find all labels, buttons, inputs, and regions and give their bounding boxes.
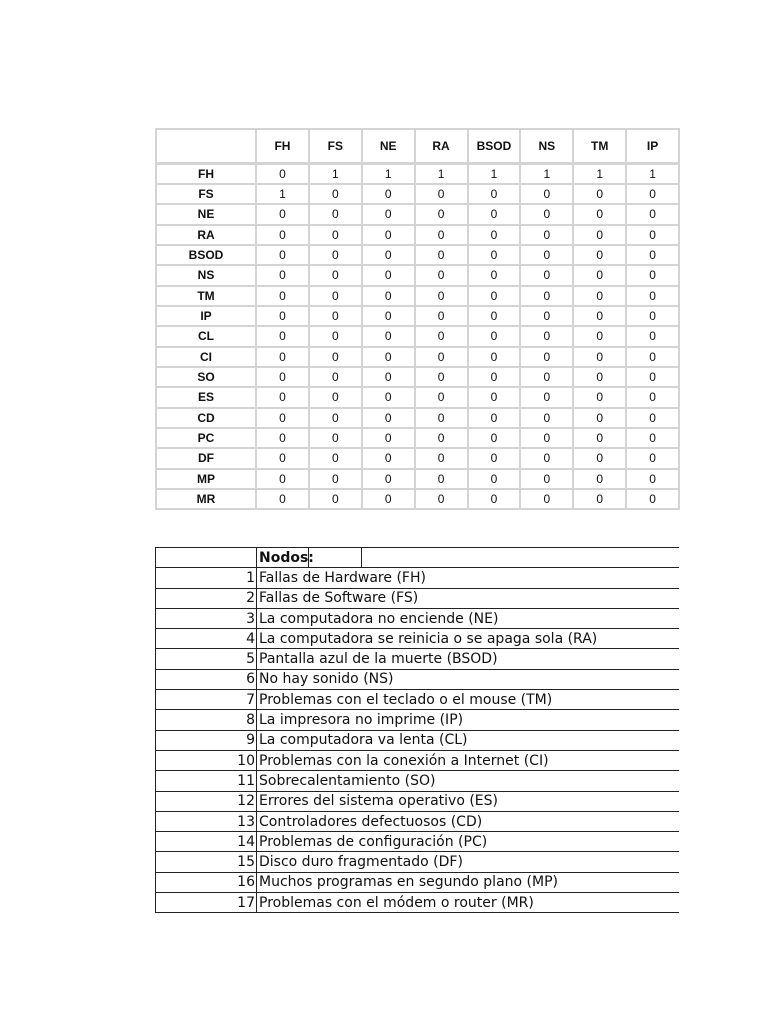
node-row <box>156 750 679 770</box>
matrix-cell: 0 <box>415 469 468 489</box>
matrix-row-header: NS <box>156 265 256 285</box>
matrix-cell: 1 <box>362 164 415 184</box>
matrix-cell: 0 <box>626 184 679 204</box>
matrix-cell: 0 <box>309 286 362 306</box>
node-number: 14 <box>156 832 257 852</box>
matrix-row <box>156 347 679 367</box>
matrix-row <box>156 286 679 306</box>
matrix-cell: 0 <box>573 489 626 509</box>
nodes-header-empty-cell <box>362 548 679 568</box>
node-number: 13 <box>156 811 257 831</box>
matrix-cell: 0 <box>309 448 362 468</box>
matrix-cell: 0 <box>309 489 362 509</box>
node-row <box>156 791 679 811</box>
matrix-row <box>156 387 679 407</box>
matrix-cell: 0 <box>520 286 573 306</box>
matrix-row <box>156 245 679 265</box>
matrix-cell: 0 <box>256 347 309 367</box>
matrix-cell: 1 <box>309 164 362 184</box>
matrix-row-header: RA <box>156 225 256 245</box>
matrix-header <box>156 129 679 164</box>
matrix-cell: 0 <box>520 387 573 407</box>
matrix-cell: 0 <box>573 225 626 245</box>
matrix-cell: 0 <box>520 326 573 346</box>
matrix-cell: 0 <box>626 469 679 489</box>
matrix-row <box>156 306 679 326</box>
matrix-column-header: FH <box>256 129 309 164</box>
matrix-row-header: MR <box>156 489 256 509</box>
matrix-cell: 0 <box>520 225 573 245</box>
matrix-cell: 1 <box>415 164 468 184</box>
matrix-cell: 0 <box>256 326 309 346</box>
matrix-cell: 0 <box>256 306 309 326</box>
node-number: 12 <box>156 791 257 811</box>
node-number: 3 <box>156 608 257 628</box>
matrix-row-header: CL <box>156 326 256 346</box>
matrix-row-header: NE <box>156 204 256 224</box>
matrix-cell: 0 <box>468 204 521 224</box>
node-description: Problemas con el teclado o el mouse (TM) <box>257 690 679 710</box>
matrix-cell: 0 <box>256 204 309 224</box>
matrix-cell: 0 <box>415 326 468 346</box>
matrix-cell: 0 <box>626 245 679 265</box>
node-number: 16 <box>156 872 257 892</box>
nodes-header-row <box>156 548 679 568</box>
node-row <box>156 811 679 831</box>
matrix-column-header: RA <box>415 129 468 164</box>
matrix-cell: 0 <box>520 184 573 204</box>
matrix-cell: 0 <box>309 428 362 448</box>
matrix-row-header: CI <box>156 347 256 367</box>
matrix-cell: 0 <box>415 408 468 428</box>
node-number: 6 <box>156 669 257 689</box>
node-description: No hay sonido (NS) <box>257 669 679 689</box>
matrix-cell: 0 <box>468 469 521 489</box>
matrix-row-header: FS <box>156 184 256 204</box>
matrix-column-header: IP <box>626 129 679 164</box>
node-row <box>156 608 679 628</box>
matrix-cell: 0 <box>309 326 362 346</box>
matrix-cell: 0 <box>626 428 679 448</box>
matrix-cell: 0 <box>309 204 362 224</box>
matrix-cell: 0 <box>626 265 679 285</box>
matrix-cell: 0 <box>573 408 626 428</box>
matrix-cell: 0 <box>415 184 468 204</box>
matrix-cell: 0 <box>362 265 415 285</box>
matrix-cell: 0 <box>520 408 573 428</box>
matrix-row <box>156 265 679 285</box>
matrix-cell: 0 <box>520 265 573 285</box>
matrix-cell: 0 <box>626 306 679 326</box>
matrix-cell: 0 <box>362 448 415 468</box>
matrix-cell: 0 <box>626 448 679 468</box>
matrix-cell: 0 <box>309 225 362 245</box>
matrix-cell: 0 <box>573 245 626 265</box>
node-description: La computadora se reinicia o se apaga sola (RA) <box>257 629 679 649</box>
matrix-cell: 0 <box>415 448 468 468</box>
matrix-cell: 0 <box>468 428 521 448</box>
node-description: Fallas de Hardware (FH) <box>257 568 679 588</box>
matrix-cell: 0 <box>362 428 415 448</box>
matrix-cell: 0 <box>573 306 626 326</box>
matrix-cell: 0 <box>309 408 362 428</box>
matrix-cell: 0 <box>256 164 309 184</box>
matrix-cell: 0 <box>626 286 679 306</box>
matrix-cell: 0 <box>362 469 415 489</box>
node-description: La impresora no imprime (IP) <box>257 710 679 730</box>
matrix-cell: 0 <box>573 286 626 306</box>
nodes-header-spacer-cell <box>309 548 362 568</box>
matrix-cell: 0 <box>626 408 679 428</box>
nodes-legend-table <box>155 547 679 913</box>
matrix-cell: 0 <box>468 184 521 204</box>
matrix-cell: 0 <box>520 347 573 367</box>
node-number: 15 <box>156 852 257 872</box>
matrix-cell: 0 <box>256 265 309 285</box>
matrix-cell: 0 <box>573 448 626 468</box>
matrix-cell: 0 <box>468 489 521 509</box>
matrix-cell: 0 <box>626 225 679 245</box>
matrix-row <box>156 184 679 204</box>
matrix-cell: 0 <box>256 245 309 265</box>
matrix-cell: 0 <box>573 469 626 489</box>
matrix-body <box>156 164 679 510</box>
node-number: 5 <box>156 649 257 669</box>
node-number: 4 <box>156 629 257 649</box>
node-row <box>156 730 679 750</box>
matrix-row-header: ES <box>156 387 256 407</box>
matrix-cell: 0 <box>309 387 362 407</box>
matrix-row-header: CD <box>156 408 256 428</box>
matrix-cell: 0 <box>520 245 573 265</box>
matrix-cell: 0 <box>468 225 521 245</box>
matrix-cell: 0 <box>468 387 521 407</box>
matrix-cell: 0 <box>309 347 362 367</box>
node-row <box>156 568 679 588</box>
matrix-corner-cell <box>156 129 256 164</box>
matrix-cell: 0 <box>309 184 362 204</box>
matrix-cell: 0 <box>520 448 573 468</box>
matrix-cell: 0 <box>256 489 309 509</box>
node-number: 10 <box>156 750 257 770</box>
matrix-cell: 0 <box>415 265 468 285</box>
node-number: 11 <box>156 771 257 791</box>
matrix-cell: 0 <box>309 306 362 326</box>
matrix-cell: 0 <box>573 367 626 387</box>
matrix-cell: 0 <box>256 408 309 428</box>
matrix-cell: 0 <box>626 489 679 509</box>
matrix-row <box>156 204 679 224</box>
matrix-column-header: BSOD <box>468 129 521 164</box>
matrix-cell: 0 <box>415 245 468 265</box>
node-row <box>156 690 679 710</box>
matrix-row-header: MP <box>156 469 256 489</box>
node-row <box>156 629 679 649</box>
matrix-cell: 0 <box>573 265 626 285</box>
matrix-cell: 0 <box>415 225 468 245</box>
node-number: 2 <box>156 588 257 608</box>
matrix-cell: 0 <box>415 286 468 306</box>
node-description: Problemas con el módem o router (MR) <box>257 893 679 913</box>
matrix-cell: 0 <box>520 204 573 224</box>
matrix-row-header: IP <box>156 306 256 326</box>
matrix-cell: 0 <box>256 367 309 387</box>
matrix-cell: 0 <box>626 204 679 224</box>
matrix-cell: 0 <box>362 245 415 265</box>
node-number: 8 <box>156 710 257 730</box>
node-row <box>156 832 679 852</box>
matrix-cell: 0 <box>256 469 309 489</box>
matrix-header-row <box>156 129 679 164</box>
matrix-row <box>156 326 679 346</box>
matrix-row-header: SO <box>156 367 256 387</box>
matrix-column-header: TM <box>573 129 626 164</box>
matrix-cell: 0 <box>362 387 415 407</box>
matrix-cell: 0 <box>626 347 679 367</box>
node-number: 9 <box>156 730 257 750</box>
node-number: 1 <box>156 568 257 588</box>
node-description: Controladores defectuosos (CD) <box>257 811 679 831</box>
node-row <box>156 852 679 872</box>
matrix-row <box>156 225 679 245</box>
matrix-cell: 0 <box>468 306 521 326</box>
node-description: La computadora no enciende (NE) <box>257 608 679 628</box>
node-row <box>156 771 679 791</box>
matrix-cell: 0 <box>415 387 468 407</box>
matrix-cell: 0 <box>256 448 309 468</box>
matrix-cell: 0 <box>415 204 468 224</box>
matrix-cell: 0 <box>520 489 573 509</box>
matrix-row <box>156 489 679 509</box>
matrix-cell: 0 <box>309 245 362 265</box>
matrix-cell: 0 <box>362 326 415 346</box>
matrix-cell: 0 <box>362 408 415 428</box>
node-row <box>156 588 679 608</box>
matrix-cell: 0 <box>415 428 468 448</box>
node-number: 7 <box>156 690 257 710</box>
matrix-cell: 0 <box>468 265 521 285</box>
matrix-cell: 1 <box>468 164 521 184</box>
matrix-cell: 0 <box>415 347 468 367</box>
matrix-cell: 0 <box>362 225 415 245</box>
matrix-cell: 1 <box>626 164 679 184</box>
matrix-column-header: FS <box>309 129 362 164</box>
matrix-cell: 0 <box>468 347 521 367</box>
node-row <box>156 872 679 892</box>
matrix-row-header: TM <box>156 286 256 306</box>
matrix-cell: 0 <box>256 286 309 306</box>
matrix-cell: 0 <box>256 428 309 448</box>
matrix-cell: 0 <box>520 428 573 448</box>
matrix-cell: 0 <box>626 326 679 346</box>
node-description: Errores del sistema operativo (ES) <box>257 791 679 811</box>
matrix-cell: 0 <box>362 204 415 224</box>
matrix-cell: 0 <box>468 245 521 265</box>
matrix-cell: 0 <box>362 367 415 387</box>
matrix-cell: 0 <box>626 367 679 387</box>
node-description: Pantalla azul de la muerte (BSOD) <box>257 649 679 669</box>
matrix-row <box>156 164 679 184</box>
nodes-legend-body <box>156 548 679 913</box>
matrix-cell: 0 <box>520 306 573 326</box>
matrix-row-header: DF <box>156 448 256 468</box>
matrix-cell: 1 <box>520 164 573 184</box>
node-description: Sobrecalentamiento (SO) <box>257 771 679 791</box>
matrix-cell: 0 <box>468 448 521 468</box>
node-description: Fallas de Software (FS) <box>257 588 679 608</box>
node-description: La computadora va lenta (CL) <box>257 730 679 750</box>
matrix-row <box>156 408 679 428</box>
matrix-cell: 0 <box>309 367 362 387</box>
matrix-column-header: NS <box>520 129 573 164</box>
matrix-cell: 0 <box>573 428 626 448</box>
matrix-cell: 0 <box>573 204 626 224</box>
matrix-column-header: NE <box>362 129 415 164</box>
matrix-cell: 0 <box>520 367 573 387</box>
node-description: Disco duro fragmentado (DF) <box>257 852 679 872</box>
matrix-cell: 0 <box>309 265 362 285</box>
node-row <box>156 669 679 689</box>
node-row <box>156 649 679 669</box>
matrix-cell: 0 <box>468 326 521 346</box>
node-description: Problemas con la conexión a Internet (CI) <box>257 750 679 770</box>
matrix-row <box>156 469 679 489</box>
matrix-cell: 0 <box>362 184 415 204</box>
matrix-cell: 0 <box>362 306 415 326</box>
matrix-row <box>156 367 679 387</box>
matrix-cell: 0 <box>415 489 468 509</box>
matrix-cell: 0 <box>256 225 309 245</box>
matrix-cell: 0 <box>362 286 415 306</box>
matrix-cell: 0 <box>573 326 626 346</box>
matrix-row-header: PC <box>156 428 256 448</box>
nodes-header-blank-cell <box>156 548 257 568</box>
node-description: Problemas de configuración (PC) <box>257 832 679 852</box>
matrix-cell: 0 <box>415 367 468 387</box>
node-row <box>156 710 679 730</box>
matrix-cell: 0 <box>468 367 521 387</box>
adjacency-matrix <box>155 128 680 510</box>
matrix-cell: 0 <box>468 408 521 428</box>
matrix-cell: 0 <box>362 489 415 509</box>
matrix-cell: 0 <box>626 387 679 407</box>
matrix-cell: 0 <box>520 469 573 489</box>
matrix-cell: 0 <box>573 184 626 204</box>
matrix-cell: 0 <box>573 347 626 367</box>
matrix-cell: 0 <box>256 387 309 407</box>
matrix-row-header: BSOD <box>156 245 256 265</box>
node-description: Muchos programas en segundo plano (MP) <box>257 872 679 892</box>
matrix-row <box>156 428 679 448</box>
matrix-cell: 0 <box>573 387 626 407</box>
matrix-cell: 1 <box>573 164 626 184</box>
nodes-header-title: Nodos: <box>257 548 309 568</box>
matrix-cell: 0 <box>415 306 468 326</box>
matrix-row-header: FH <box>156 164 256 184</box>
node-row <box>156 893 679 913</box>
matrix-cell: 1 <box>256 184 309 204</box>
matrix-cell: 0 <box>468 286 521 306</box>
matrix-cell: 0 <box>362 347 415 367</box>
matrix-row <box>156 448 679 468</box>
matrix-cell: 0 <box>309 469 362 489</box>
node-number: 17 <box>156 893 257 913</box>
